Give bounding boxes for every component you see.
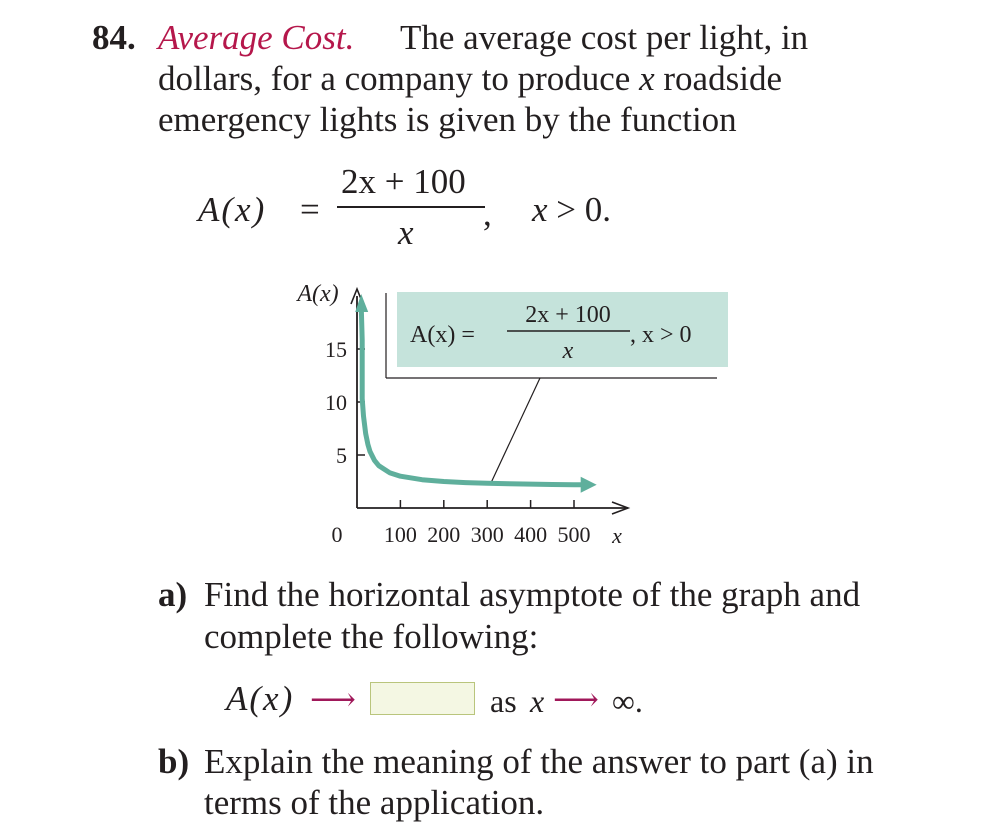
label-leader-line <box>490 378 540 485</box>
formula-condition: x > 0. <box>532 190 612 229</box>
part-a-as-text: as <box>490 683 517 719</box>
formula-comma: , <box>483 194 492 233</box>
label-denominator: x <box>562 338 574 364</box>
problem-intro-line-2: dollars, for a company to produce x roadside <box>158 59 782 98</box>
infinity-symbol: ∞. <box>612 683 643 719</box>
label-lhs: A(x) = <box>410 322 475 348</box>
y-tick-label-10: 10 <box>325 390 347 415</box>
part-b-label: b) <box>158 742 190 781</box>
x-tick-label-400: 400 <box>514 522 548 547</box>
label-condition: , x > 0 <box>630 322 692 348</box>
part-b-line-2: terms of the application. <box>204 783 545 822</box>
label-numerator: 2x + 100 <box>525 302 611 328</box>
part-a-variable: x <box>530 683 545 719</box>
y-tick-label-5: 5 <box>336 443 347 468</box>
part-b-line-1: Explain the meaning of the answer to part (a) in <box>204 742 874 781</box>
x-tick-label-500: 500 <box>557 522 591 547</box>
x-tick-label-100: 100 <box>383 522 417 547</box>
part-a-line-1: Find the horizontal asymptote of the graph and <box>204 575 861 614</box>
curve-arrowhead-right <box>581 477 597 493</box>
part-a-expression-lhs: A(x) <box>226 679 295 718</box>
problem-intro-line-3: emergency lights is given by the function <box>158 100 737 139</box>
right-arrow-icon: ⟶ <box>310 681 356 717</box>
problem-title: Average Cost. <box>158 18 355 57</box>
x-tick-label-300: 300 <box>470 522 504 547</box>
part-a-label: a) <box>158 575 188 614</box>
part-a-line-2: complete the following: <box>204 617 539 656</box>
formula-denominator: x <box>398 213 414 252</box>
problem-intro-line-1: The average cost per light, in <box>400 18 809 57</box>
formula-equals: = <box>300 190 320 229</box>
right-arrow-icon-2: ⟶ <box>553 681 599 717</box>
x-tick-label-0: 0 <box>331 522 343 547</box>
y-axis-label: A(x) <box>297 281 339 307</box>
formula-numerator: 2x + 100 <box>341 162 466 201</box>
x-tick-label-200: 200 <box>427 522 461 547</box>
answer-input-box[interactable] <box>370 682 475 715</box>
y-tick-label-15: 15 <box>325 337 347 362</box>
formula-lhs: A(x) <box>198 190 267 229</box>
x-axis-label: x <box>612 523 622 548</box>
problem-number: 84. <box>92 18 136 57</box>
